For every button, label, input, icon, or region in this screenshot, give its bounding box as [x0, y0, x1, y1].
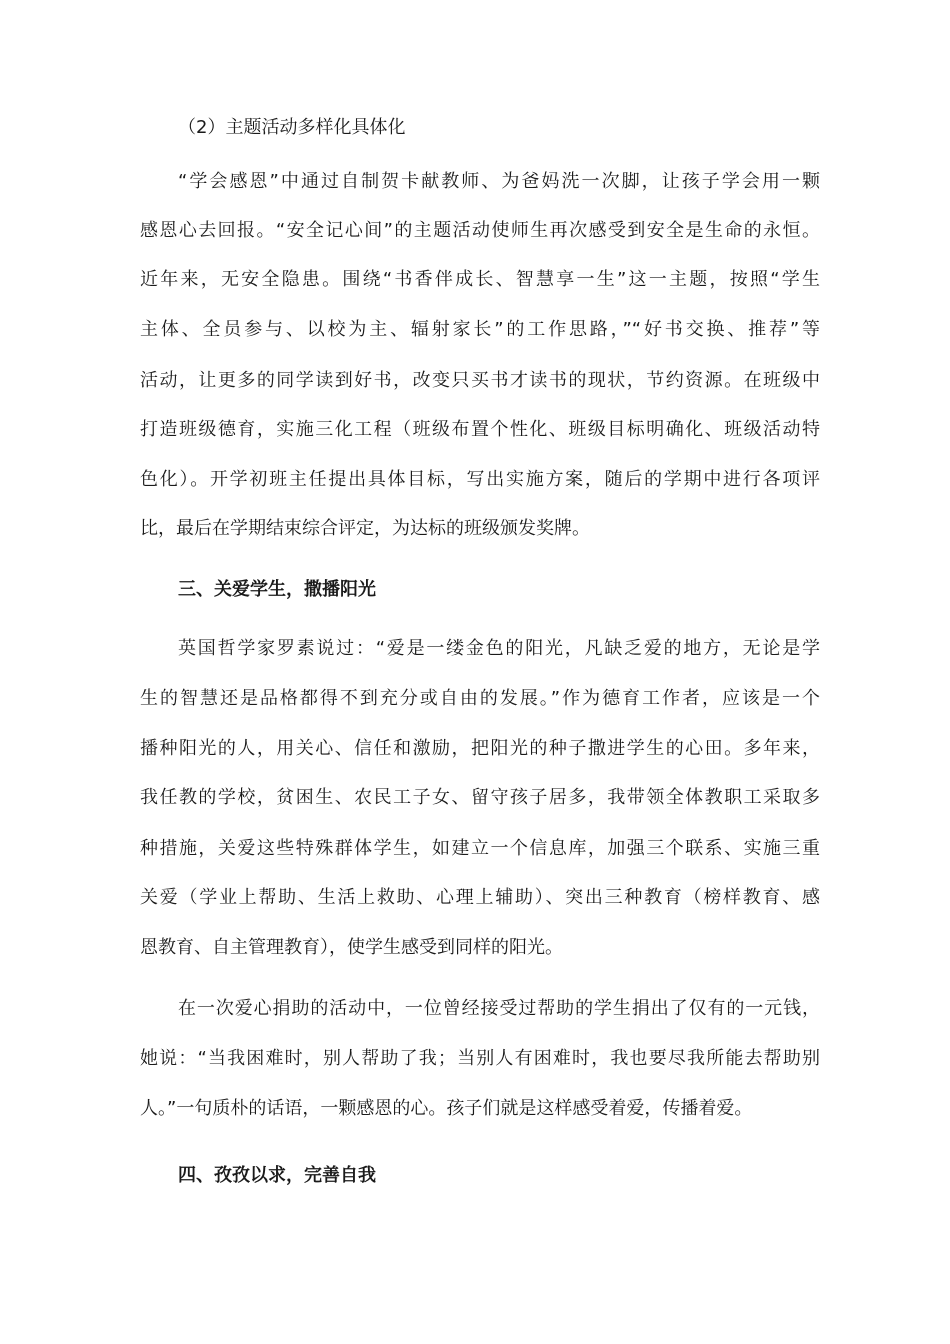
paragraph-3-line-3: 人。”一句质朴的话语，一颗感恩的心。孩子们就是这样感受着爱，传播着爱。: [140, 1098, 753, 1119]
paragraph-1-line-5: 活动，让更多的同学读到好书，改变只买书才读书的现状，节约资源。在班级中: [140, 370, 820, 391]
paragraph-1-line-2: 感恩心去回报。“安全记心间”的主题活动使师生再次感受到安全是生命的永恒。: [140, 220, 820, 241]
paragraph-1-line-4: 主体、全员参与、以校为主、辐射家长”的工作思路，”“好书交换、推荐”等: [140, 319, 820, 340]
paragraph-2-line-5: 种措施，关爱这些特殊群体学生，如建立一个信息库，加强三个联系、实施三重: [140, 838, 820, 859]
paragraph-2-line-1: 英国哲学家罗素说过：“爱是一缕金色的阳光，凡缺乏爱的地方，无论是学: [178, 638, 820, 659]
paragraph-1-line-8: 比，最后在学期结束综合评定，为达标的班级颁发奖牌。: [140, 518, 590, 539]
paragraph-2-line-7: 恩教育、自主管理教育），使学生感受到同样的阳光。: [140, 937, 563, 958]
paragraph-2-line-2: 生的智慧还是品格都得不到充分或自由的发展。”作为德育工作者，应该是一个: [140, 688, 820, 709]
section-heading-4: 四、孜孜以求，完善自我: [178, 1165, 376, 1186]
paragraph-3-line-1: 在一次爱心捐助的活动中，一位曾经接受过帮助的学生捐出了仅有的一元钱，: [178, 998, 820, 1019]
paragraph-2-line-3: 播种阳光的人，用关心、信任和激励，把阳光的种子撒进学生的心田。多年来，: [140, 738, 820, 759]
paragraph-1-line-1: “学会感恩”中通过自制贺卡献教师、为爸妈洗一次脚，让孩子学会用一颗: [178, 171, 820, 192]
paragraph-1-line-6: 打造班级德育，实施三化工程（班级布置个性化、班级目标明确化、班级活动特: [140, 419, 820, 440]
section-heading-3: 三、关爱学生，撒播阳光: [178, 579, 376, 600]
paragraph-2-line-4: 我任教的学校，贫困生、农民工子女、留守孩子居多，我带领全体教职工采取多: [140, 787, 820, 808]
subheading: （2）主题活动多样化具体化: [178, 117, 406, 138]
paragraph-3-line-2: 她说：“当我困难时，别人帮助了我；当别人有困难时，我也要尽我所能去帮助别: [140, 1048, 820, 1069]
paragraph-1-line-7: 色化）。开学初班主任提出具体目标，写出实施方案，随后的学期中进行各项评: [140, 469, 820, 490]
paragraph-1-line-3: 近年来，无安全隐患。围绕“书香伴成长、智慧享一生”这一主题，按照“学生: [140, 269, 820, 290]
paragraph-2-line-6: 关爱（学业上帮助、生活上救助、心理上辅助）、突出三种教育（榜样教育、感: [140, 887, 820, 908]
